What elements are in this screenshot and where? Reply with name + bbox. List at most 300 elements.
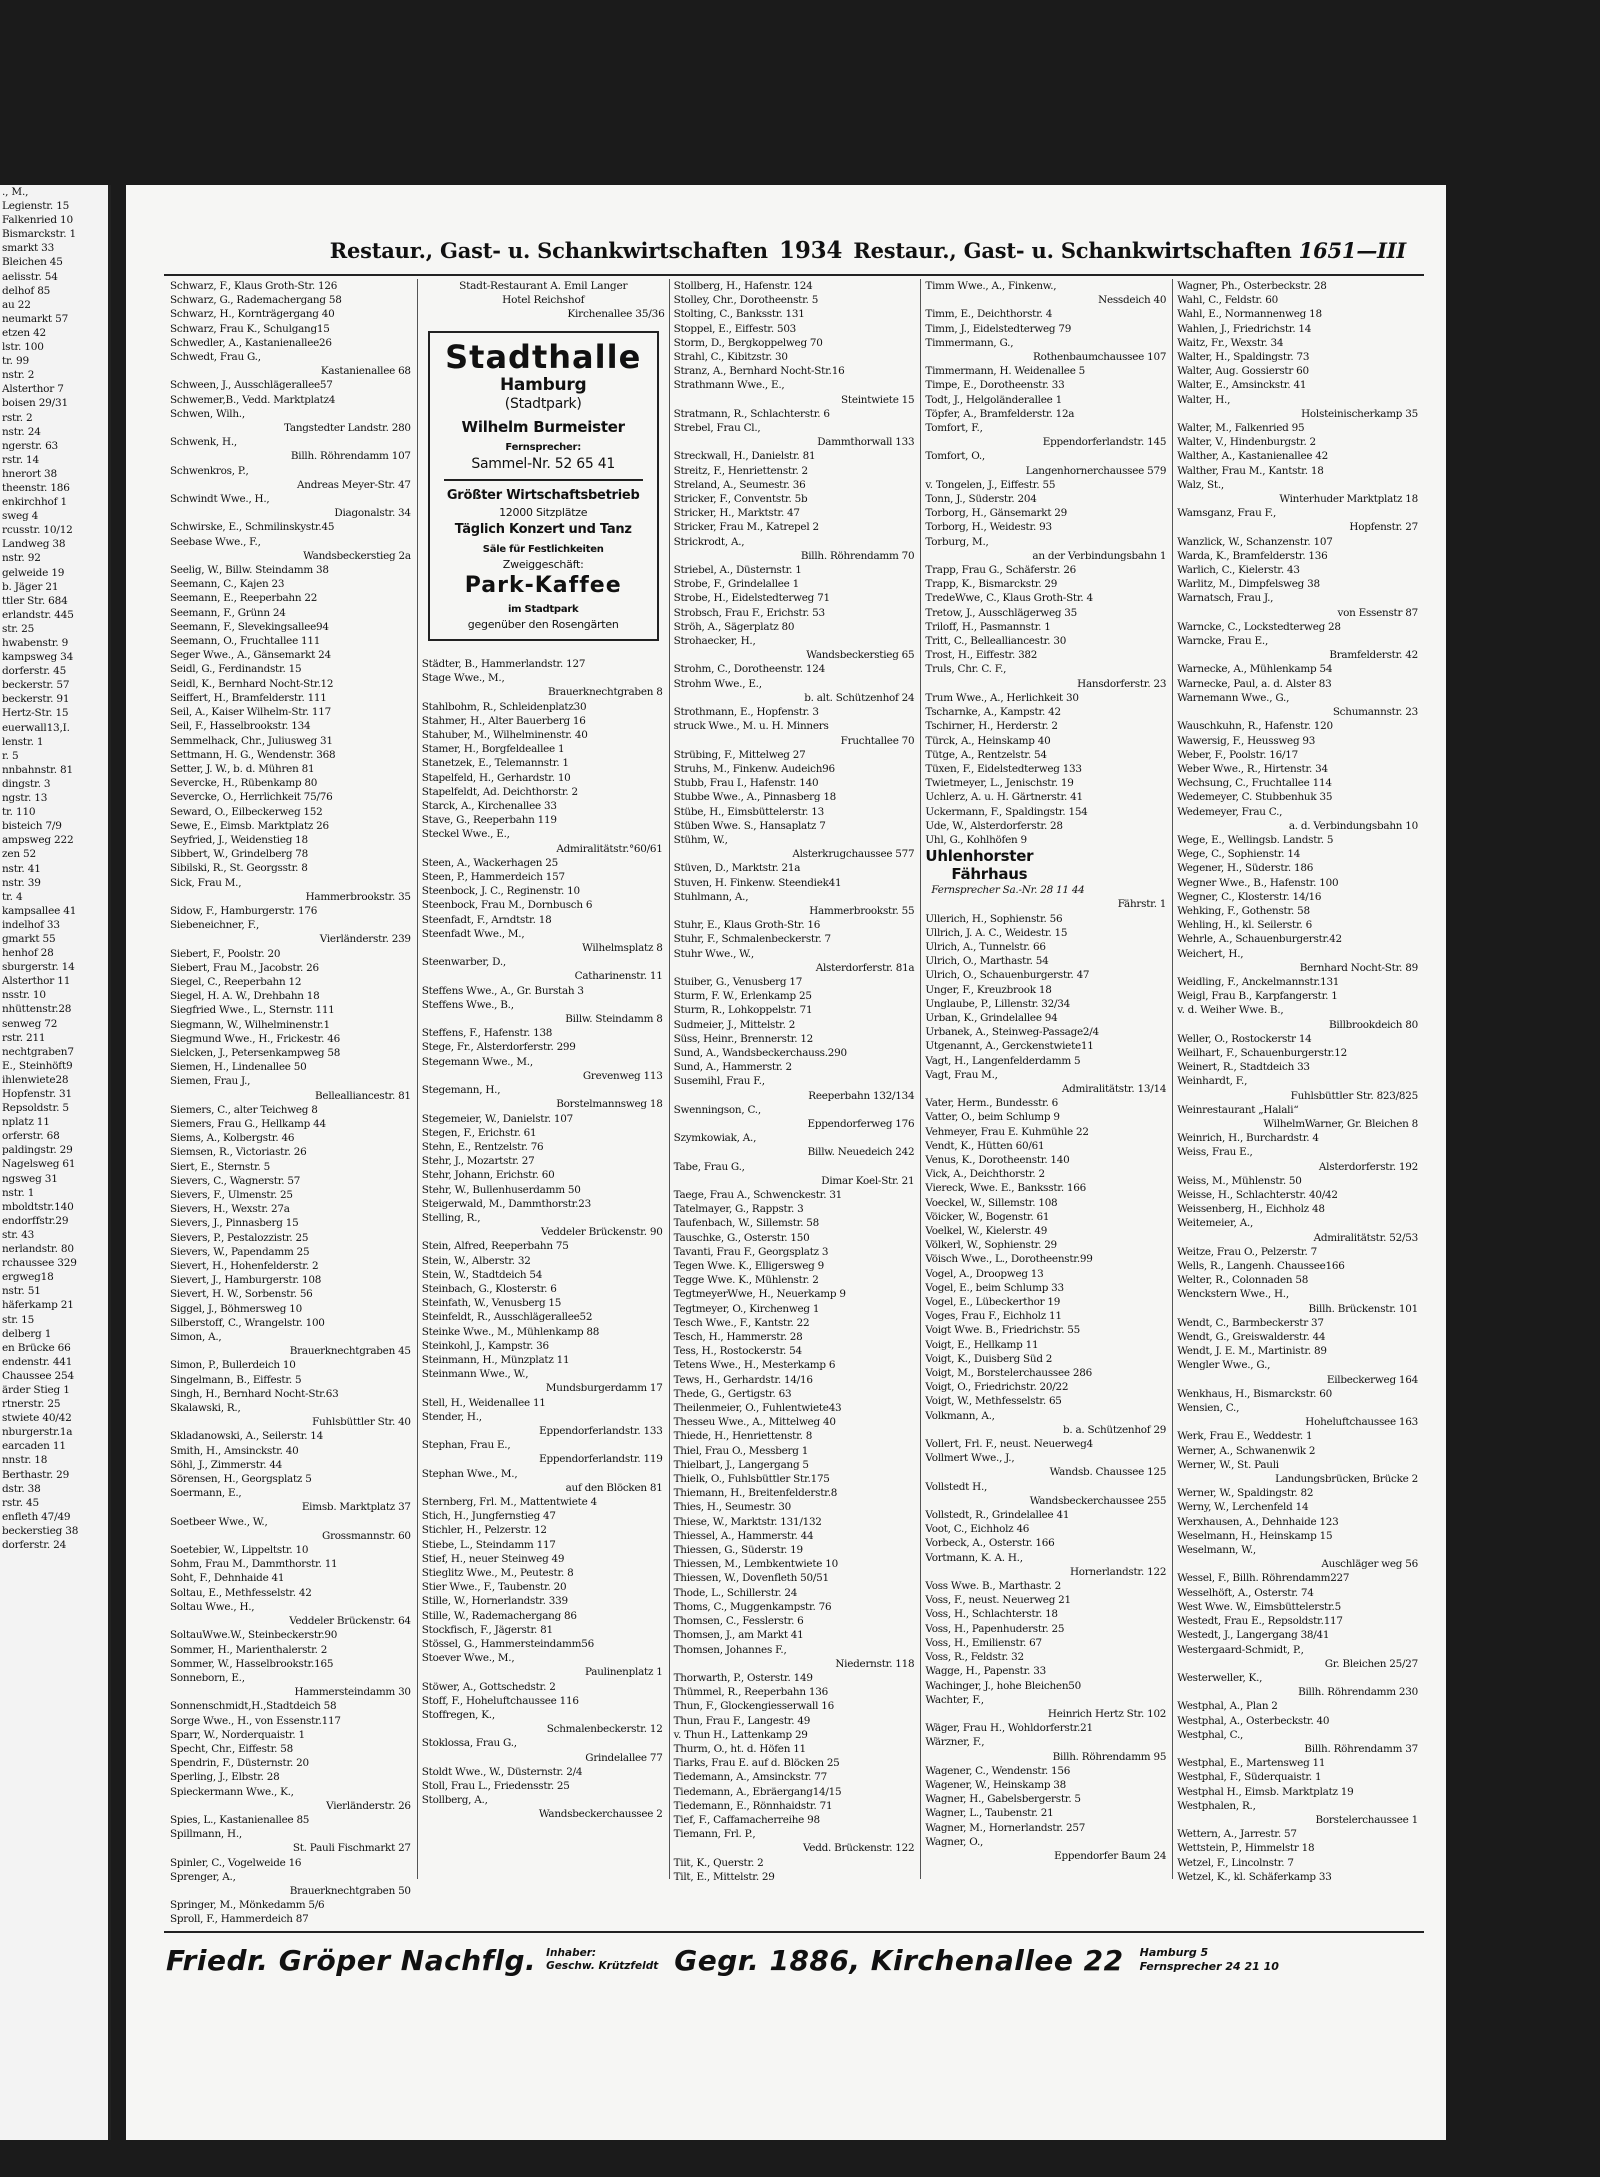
left-page-line: ihlenwiete28 <box>2 1073 69 1086</box>
directory-entry: Voigt, W., Methfesselstr. 65 <box>925 1395 1062 1408</box>
directory-entry: Wells, R., Langenh. Chaussee166 <box>1177 1260 1345 1273</box>
directory-entry: Seemann, F., Grünn 24 <box>170 606 286 619</box>
directory-entry: Stehr, Johann, Erichstr. 60 <box>421 1169 555 1182</box>
left-page-line: nstr. 51 <box>2 1285 41 1298</box>
directory-entry: Stuhr, E., Klaus Groth-Str. 16 <box>673 919 821 932</box>
left-page-line: Nagelsweg 61 <box>2 1158 76 1171</box>
directory-entry: Tegtmeyer, O., Kirchenweg 1 <box>673 1302 820 1315</box>
directory-entry: Ullrich, J. A. C., Weidestr. 15 <box>925 926 1068 939</box>
directory-entry: Weisse, H., Schlachterstr. 40/42 <box>1177 1189 1338 1201</box>
directory-entry: Heinrich Hertz Str. 102 <box>1047 1707 1167 1720</box>
directory-entry: Spieckermann Wwe., K., <box>170 1785 294 1798</box>
directory-entry: Schwarz, H., Kornträgergang 40 <box>170 308 335 321</box>
footer-rule <box>164 1931 1424 1933</box>
directory-entry: Vollstedt, R., Grindelallee 41 <box>925 1509 1070 1522</box>
directory-entry: Siebert, F., Poolstr. 20 <box>170 947 281 960</box>
left-page-line: nnbahnstr. 81 <box>2 763 73 776</box>
directory-entry: Theilenmeier, O., Fuhlentwiete43 <box>673 1402 842 1415</box>
directory-entry: Walter, Aug. Gossierstr 60 <box>1177 365 1309 378</box>
directory-entry: Steffens, F., Hafenstr. 138 <box>421 1027 553 1040</box>
directory-entry: Wagner, H., Gabelsbergerstr. 5 <box>925 1793 1081 1806</box>
left-page-line: nstr. 39 <box>2 876 41 889</box>
directory-entry: Specht, Chr., Eiffestr. 58 <box>170 1742 293 1755</box>
left-page-line: senweg 72 <box>2 1017 58 1030</box>
directory-entry: Thede, G., Gertigstr. 63 <box>673 1387 792 1400</box>
directory-entry: Vatter, O., beim Schlump 9 <box>925 1111 1060 1124</box>
directory-entry: Fährstr. 1 <box>1117 898 1167 911</box>
directory-entry: Hammerbrookstr. 55 <box>809 904 915 917</box>
directory-entry: Vedd. Brückenstr. 122 <box>803 1842 915 1855</box>
left-page-line: nplatz 11 <box>2 1116 50 1129</box>
directory-entry: Wenkhaus, H., Bismarckstr. 60 <box>1177 1387 1332 1400</box>
directory-entry: Strathmann Wwe., E., <box>673 379 785 392</box>
directory-entry: Sohm, Frau M., Dammthorstr. 11 <box>170 1558 338 1571</box>
directory-entry: Soermann, E., <box>170 1487 242 1500</box>
directory-entry: Ude, W., Alsterdorferstr. 28 <box>925 819 1063 832</box>
directory-entry: Fruchtallee 70 <box>840 734 915 747</box>
directory-entry: Voigt, K., Duisberg Süd 2 <box>925 1352 1053 1365</box>
directory-entry: v. Tongelen, J., Eiffestr. 55 <box>925 478 1056 491</box>
directory-entry: Billh. Röhrendamm 37 <box>1304 1742 1418 1755</box>
directory-entry: Seger Wwe., A., Gänsemarkt 24 <box>170 649 331 662</box>
directory-entry: Ulrich, O., Schauenburgerstr. 47 <box>925 969 1090 982</box>
directory-entry: Stegen, F., Erichstr. 61 <box>421 1126 537 1139</box>
directory-entry: Wettstein, P., Himmelstr 18 <box>1177 1842 1315 1855</box>
left-page-line: ngstr. 13 <box>2 792 48 805</box>
directory-entry: Thiessen, M., Lembkentwiete 10 <box>673 1558 838 1571</box>
directory-entry: Wilhelmsplatz 8 <box>582 942 663 955</box>
left-page-line: nstr. 24 <box>2 425 41 438</box>
directory-entry: Voot, C., Eichholz 46 <box>925 1523 1030 1536</box>
directory-entry: auf den Blöcken 81 <box>565 1481 663 1494</box>
directory-entry: Siegmund Wwe., H., Frickestr. 46 <box>170 1032 340 1045</box>
directory-entry: Strobe, F., Grindelallee 1 <box>673 578 799 591</box>
left-page-line: boisen 29/31 <box>2 397 68 410</box>
directory-entry: Siemsen, R., Victoriastr. 26 <box>170 1146 307 1159</box>
directory-entry: Singelmann, B., Eiffestr. 5 <box>170 1373 302 1386</box>
directory-entry: Wegner Wwe., B., Hafenstr. 100 <box>1177 876 1339 889</box>
directory-entry: Stricker, H., Marktstr. 47 <box>673 507 800 520</box>
directory-entry: Thiel, Frau O., Messberg 1 <box>673 1444 809 1457</box>
directory-entry: an der Verbindungsbahn 1 <box>1032 549 1167 562</box>
directory-entry: Thiessen, G., Süderstr. 19 <box>673 1544 803 1557</box>
page-header <box>126 237 1406 264</box>
directory-entry: Billh. Röhrendamm 70 <box>800 549 915 562</box>
left-page-line: erlandstr. 445 <box>2 608 74 621</box>
footer-company: Friedr. Gröper Nachflg. <box>166 1943 537 1977</box>
directory-entry: Weissenberg, H., Eichholz 48 <box>1177 1203 1325 1216</box>
directory-entry: Tomfort, O., <box>925 450 985 463</box>
directory-entry: Tetens Wwe., H., Mesterkamp 6 <box>673 1359 836 1372</box>
directory-entry: Vollert, Frl. F., neust. Neuerweg4 <box>925 1438 1093 1451</box>
directory-entry: Walter, H., Spaldingstr. 73 <box>1177 351 1310 364</box>
directory-entry: Stiebe, L., Steindamm 117 <box>421 1538 556 1551</box>
directory-entry: Voss, H., Papenhuderstr. 25 <box>925 1622 1065 1635</box>
directory-entry: Hoheluftchaussee 163 <box>1305 1416 1418 1429</box>
directory-entry: Fernsprecher Sa.-Nr. 28 11 44 <box>931 884 1085 897</box>
directory-entry: TredeWwe, C., Klaus Groth-Str. 4 <box>925 592 1093 605</box>
directory-entry: Wahl, E., Normannenweg 18 <box>1177 308 1322 321</box>
directory-entry: Stamer, H., Borgfeldeallee 1 <box>421 743 565 756</box>
left-page-line: rstr. 14 <box>2 453 39 466</box>
directory-entry: Eppendorferlandstr. 119 <box>539 1453 663 1466</box>
directory-entry: Vierländerstr. 26 <box>326 1799 411 1812</box>
directory-entry: Streitz, F., Henriettenstr. 2 <box>673 464 808 477</box>
left-page-line: Alsterthor 7 <box>2 383 64 396</box>
directory-entry: Eilbeckerweg 164 <box>1326 1373 1418 1386</box>
directory-entry: Vogel, E., beim Schlump 33 <box>925 1281 1064 1294</box>
directory-entry: Sparr, W., Norderquaistr. 1 <box>170 1728 305 1741</box>
directory-entry: Billw. Neuedeich 242 <box>807 1146 915 1159</box>
left-page-line: henhof 28 <box>2 947 54 960</box>
directory-entry: Stich, H., Jungfernstieg 47 <box>421 1510 556 1523</box>
directory-entry: Strohm, C., Dorotheenstr. 124 <box>673 663 825 676</box>
directory-entry: Schwenkros, P., <box>170 464 249 477</box>
left-page-line: str. 43 <box>2 1228 35 1241</box>
directory-entry: Voss, H., Emilienstr. 67 <box>925 1636 1042 1649</box>
ad-city: Hamburg <box>499 375 587 395</box>
directory-entry: Weber, F., Poolstr. 16/17 <box>1177 748 1298 761</box>
directory-entry: Seiffert, H., Bramfelderstr. 111 <box>170 691 327 704</box>
directory-entry: Wandsbeckerchaussee 255 <box>1029 1494 1167 1507</box>
directory-entry: Vehmeyer, Frau E. Kuhmühle 22 <box>925 1125 1089 1138</box>
left-page-line: beckerstieg 38 <box>2 1524 79 1537</box>
left-page-line: nhüttenstr.28 <box>2 1003 72 1016</box>
header-page-number: 1651—III <box>1298 238 1406 263</box>
directory-entry: Weber Wwe., R., Hirtenstr. 34 <box>1177 762 1328 775</box>
directory-entry: Stubb, Frau I., Hafenstr. 140 <box>673 777 819 790</box>
directory-entry: Wettern, A., Jarrestr. 57 <box>1177 1828 1297 1841</box>
directory-entry: Thoms, C., Muggenkampstr. 76 <box>673 1600 832 1613</box>
directory-entry: Siemers, C., alter Teichweg 8 <box>170 1103 318 1116</box>
directory-entry: Tüxen, F., Eidelstedterweg 133 <box>925 762 1082 775</box>
directory-entry: Alsterdorferstr. 81a <box>815 961 915 974</box>
directory-entry: Weilhart, F., Schauenburgerstr.12 <box>1177 1046 1347 1059</box>
directory-entry: Siebeneichner, F., <box>170 919 260 932</box>
left-page-line: lstr. 100 <box>2 341 44 354</box>
directory-entry: Wandsbeckerchaussee 2 <box>538 1808 663 1821</box>
directory-entry: Stuhr Wwe., W., <box>673 947 754 960</box>
directory-entry: Skladanowski, A., Seilerstr. 14 <box>170 1430 324 1443</box>
left-page-line: rtnerstr. 25 <box>2 1398 61 1411</box>
directory-entry: Urban, K., Grindelallee 94 <box>925 1011 1058 1024</box>
directory-entry: Spendrin, F., Düsternstr. 20 <box>170 1757 309 1770</box>
directory-entry: Stössel, G., Hammersteindamm56 <box>421 1638 594 1651</box>
directory-entry: Setter, J. W., b. d. Mühren 81 <box>170 762 315 775</box>
directory-entry: Thun, F., Glockengiesserwall 16 <box>673 1700 834 1713</box>
directory-entry: Sievert, H., Hohenfelderstr. 2 <box>170 1260 319 1273</box>
directory-entry: Warlitz, M., Dimpfelsweg 38 <box>1177 578 1320 591</box>
column-2 <box>417 279 669 1879</box>
column-2-entries <box>422 657 665 1822</box>
directory-entry: Wehrle, A., Schauenburgerstr.42 <box>1177 933 1342 946</box>
directory-entry: Sommer, W., Hasselbrookstr.165 <box>170 1657 334 1670</box>
directory-entry: Truls, Chr. C. F., <box>925 663 1007 676</box>
ad-concert: Täglich Konzert und Tanz <box>454 522 632 537</box>
directory-entry: Walter, M., Falkenried 95 <box>1177 422 1305 435</box>
left-page-line: Hertz-Str. 15 <box>2 707 69 720</box>
left-page-line: hwabenstr. 9 <box>2 637 69 649</box>
directory-entry: Tiedemann, A., Amsinckstr. 77 <box>673 1771 827 1784</box>
directory-entry: Waitz, Fr., Wexstr. 34 <box>1177 336 1284 349</box>
directory-entry: Vogel, A., Droopweg 13 <box>925 1267 1044 1280</box>
directory-entry: Stell, H., Weidenallee 11 <box>421 1396 546 1409</box>
directory-entry: Trost, H., Eiffestr. 382 <box>925 649 1038 662</box>
directory-entry: Weinrich, H., Burchardstr. 4 <box>1177 1132 1319 1145</box>
directory-entry: Strobsch, Frau F., Erichstr. 53 <box>673 606 825 619</box>
directory-entry: Sprenger, A., <box>170 1870 236 1883</box>
directory-entry: Sievert, H. W., Sorbenstr. 56 <box>170 1288 313 1301</box>
directory-entry: Hammersteindamm 30 <box>294 1686 411 1699</box>
left-page-line: earcaden 11 <box>2 1440 66 1453</box>
directory-entry: Simon, P., Bullerdeich 10 <box>170 1359 296 1372</box>
directory-entry: Schwarz, G., Rademachergang 58 <box>170 294 342 307</box>
directory-entry: Werner, W., St. Pauli <box>1177 1458 1279 1471</box>
directory-entry: Billh. Röhrendamm 95 <box>1052 1750 1167 1763</box>
directory-entry: Stelling, R., <box>421 1211 481 1224</box>
directory-entry: Sievert, J., Hamburgerstr. 108 <box>170 1274 322 1287</box>
directory-entry: Uckermann, F., Spaldingstr. 154 <box>925 805 1088 818</box>
directory-entry: Stapelfeld, H., Gerhardstr. 10 <box>421 771 571 784</box>
header-title-left: Restaur., Gast- u. Schankwirtschaften <box>329 238 768 263</box>
directory-entry: Voss, R., Feldstr. 32 <box>925 1651 1024 1664</box>
left-page-line: endenstr. 441 <box>2 1355 73 1368</box>
directory-entry: Tauschke, G., Osterstr. 150 <box>673 1231 810 1244</box>
directory-entry: Tesch Wwe., F., Kantstr. 22 <box>673 1316 810 1329</box>
directory-entry: Weselmann, H., Heinskamp 15 <box>1177 1529 1333 1542</box>
left-page-line: tr. 4 <box>2 890 23 903</box>
directory-entry: Walter, E., Amsinckstr. 41 <box>1177 379 1307 392</box>
directory-entry: Vagt, H., Langenfelderdamm 5 <box>925 1054 1081 1067</box>
directory-entry: Tabe, Frau G., <box>673 1160 745 1173</box>
ad-text-line: Kirchenallee 35/36 <box>567 308 665 320</box>
footer-advert <box>166 1937 1424 1983</box>
ad-branch: Zweiggeschäft: <box>502 558 584 571</box>
directory-entry: Borstelerchaussee 1 <box>1315 1813 1418 1826</box>
directory-entry: Steffens Wwe., A., Gr. Burstah 3 <box>421 984 584 997</box>
directory-entry: Eppendorferlandstr. 145 <box>1042 436 1167 449</box>
directory-entry: struck Wwe., M. u. H. Minners <box>673 720 829 733</box>
directory-entry: Seidl, K., Bernhard Nocht-Str.12 <box>170 677 334 690</box>
ad-phone: Sammel-Nr. 52 65 41 <box>471 456 616 472</box>
directory-entry: Westedt, J., Langergang 38/41 <box>1177 1629 1330 1642</box>
directory-entry: Stegemeier, W., Danielstr. 107 <box>421 1112 573 1125</box>
directory-entry: Steinke Wwe., M., Mühlenkamp 88 <box>421 1325 600 1338</box>
directory-entry: Wauschkuhn, R., Hafenstr. 120 <box>1177 720 1333 733</box>
directory-entry: Niedernstr. 118 <box>835 1657 915 1670</box>
directory-entry: Westphalen, R., <box>1177 1799 1256 1812</box>
entry-heading: Fährhaus <box>951 865 1028 884</box>
left-page-line: tr. 99 <box>2 355 29 368</box>
directory-entry: Stender, H., <box>421 1410 482 1423</box>
directory-entry: Thielk, O., Fuhlsbüttler Str.175 <box>673 1473 830 1486</box>
left-page-line: nstr. 1 <box>2 1186 35 1199</box>
directory-entry: Siert, E., Sternstr. 5 <box>170 1160 270 1173</box>
directory-entry: Sommer, H., Marienthalerstr. 2 <box>170 1643 328 1656</box>
directory-entry: Billw. Steindamm 8 <box>565 1013 663 1026</box>
directory-entry: Seebase Wwe., F., <box>170 535 261 548</box>
left-page-line: E., Steinhöft9 <box>2 1059 73 1072</box>
footer-owner: Geschw. Krützfeldt <box>546 1960 659 1972</box>
directory-entry: Töpfer, A., Bramfelderstr. 12a <box>925 407 1075 420</box>
directory-entry: Stieglitz Wwe., M., Peutestr. 8 <box>421 1567 574 1579</box>
left-page-line: nstr. 92 <box>2 552 41 565</box>
footer-owner-label: Inhaber: <box>546 1947 597 1959</box>
ad-text-line: Stadt-Restaurant A. Emil Langer <box>459 280 628 292</box>
directory-entry: Städter, B., Hammerlandstr. 127 <box>421 658 586 670</box>
directory-entry: Welter, R., Colonnaden 58 <box>1177 1274 1309 1287</box>
directory-entry: Stolley, Chr., Dorotheenstr. 5 <box>673 294 819 307</box>
directory-entry: Grossmannstr. 60 <box>322 1529 411 1542</box>
directory-entry: Wagner, M., Hornerlandstr. 257 <box>925 1821 1086 1834</box>
directory-entry: Tomfort, F., <box>925 422 983 435</box>
directory-entry: Warnatsch, Frau J., <box>1177 592 1274 605</box>
directory-entry: Striebel, A., Düsternstr. 1 <box>673 564 802 577</box>
directory-entry: Westphal H., Eimsb. Marktplatz 19 <box>1177 1785 1354 1798</box>
directory-entry: Strothmann, E., Hopfenstr. 3 <box>673 706 819 719</box>
directory-entry: Utgenannt, A., Gerckenstwiete11 <box>925 1040 1094 1053</box>
directory-entry: Warda, K., Bramfelderstr. 136 <box>1177 549 1328 562</box>
directory-entry: Storm, D., Bergkoppelweg 70 <box>673 336 823 349</box>
directory-entry: Thurm, O., ht. d. Höfen 11 <box>673 1742 806 1755</box>
directory-entry: Seemann, O., Fruchtallee 111 <box>170 635 321 648</box>
directory-entry: Stephan, Frau E., <box>421 1439 511 1452</box>
left-page-line: rstr. 2 <box>2 411 33 424</box>
directory-entry: Thomsen, C., Fesslerstr. 6 <box>673 1615 804 1628</box>
directory-entry: Unglaube, P., Lillenstr. 32/34 <box>925 997 1070 1010</box>
directory-entry: Steen, A., Wackerhagen 25 <box>421 856 558 869</box>
directory-entry: Timm, J., Eidelstedterweg 79 <box>925 322 1072 335</box>
left-page-line: dorferstr. 45 <box>2 665 67 678</box>
directory-entry: Taufenbach, W., Sillemstr. 58 <box>673 1217 820 1230</box>
column-4 <box>920 279 1172 1879</box>
footer-founded-address: Gegr. 1886, Kirchenallee 22 <box>674 1943 1124 1977</box>
left-page-line: zen 52 <box>2 848 37 861</box>
directory-entry: Strickrodt, A., <box>673 535 745 548</box>
directory-entry: Vollstedt H., <box>925 1480 988 1493</box>
directory-entry: Sonneborn, E., <box>170 1671 245 1684</box>
left-page-line: enfleth 47/49 <box>2 1510 71 1523</box>
directory-entry: a. d. Verbindungsbahn 10 <box>1288 819 1418 832</box>
directory-entry: Werner, A., Schwanenwik 2 <box>1177 1444 1316 1457</box>
directory-entry: b. alt. Schützenhof 24 <box>804 691 915 704</box>
directory-entry: Stichler, H., Pelzerstr. 12 <box>421 1524 547 1537</box>
left-page-line: ngsweg 31 <box>2 1172 58 1185</box>
directory-entry: Seil, A., Kaiser Wilhelm-Str. 117 <box>170 706 331 719</box>
directory-entry: Timmermann, H. Weidenallee 5 <box>925 365 1086 378</box>
directory-entry: Voigt, M., Borstelerchaussee 286 <box>925 1367 1092 1380</box>
directory-entry: Vagt, Frau M., <box>925 1068 998 1081</box>
directory-entry: Thiessel, A., Hammerstr. 44 <box>673 1529 814 1542</box>
directory-entry: Sielcken, J., Petersenkampweg 58 <box>170 1046 341 1059</box>
directory-entry: Steffens Wwe., B., <box>421 998 514 1011</box>
left-page-line: Legienstr. 15 <box>2 200 70 213</box>
directory-entry: Thielbart, J., Langergang 5 <box>673 1458 809 1471</box>
directory-entry: Söhl, J., Zimmerstr. 44 <box>170 1458 283 1471</box>
directory-entry: Westerweller, K., <box>1177 1671 1263 1684</box>
directory-entry: Wegner, C., Klosterstr. 14/16 <box>1177 890 1322 903</box>
directory-entry: Sproll, F., Hammerdeich 87 <box>170 1913 309 1926</box>
left-page-line: theenstr. 186 <box>2 481 70 494</box>
left-page-line: dstr. 38 <box>2 1482 41 1495</box>
directory-entry: Vortmann, K. A. H., <box>925 1551 1023 1564</box>
directory-entry: Seemann, C., Kajen 23 <box>170 578 285 591</box>
directory-entry: Andreas Meyer-Str. 47 <box>297 478 411 491</box>
directory-entry: Stockfisch, F., Jägerstr. 81 <box>421 1623 553 1636</box>
directory-entry: Strohaecker, H., <box>673 635 756 648</box>
directory-entry: Wärzner, F., <box>925 1736 985 1749</box>
directory-entry: Werk, Frau E., Weddestr. 1 <box>1177 1430 1313 1443</box>
directory-entry: Brauerknechtgraben 8 <box>547 686 663 699</box>
left-page-line: etzen 42 <box>2 326 47 339</box>
directory-entry: Stehn, E., Rentzelstr. 76 <box>421 1140 544 1153</box>
directory-entry: Werner, W., Spaldingstr. 82 <box>1177 1487 1314 1500</box>
directory-entry: Wagner, O., <box>925 1835 984 1848</box>
left-page-line: Repsoldstr. 5 <box>2 1102 69 1115</box>
directory-entry: Nessdeich 40 <box>1098 294 1167 307</box>
directory-entry: Voss, H., Schlachterstr. 18 <box>925 1608 1058 1621</box>
directory-entry: Voelkel, W., Kielerstr. 49 <box>925 1225 1048 1237</box>
left-page-line: Chaussee 254 <box>2 1369 75 1382</box>
directory-entry: Wetzel, F., Lincolnstr. 7 <box>1177 1856 1294 1869</box>
left-page-line: delberg 1 <box>2 1327 52 1340</box>
directory-entry: Walter, V., Hindenburgstr. 2 <box>1177 436 1316 449</box>
directory-entry: Wedemeyer, Frau C., <box>1177 805 1283 818</box>
ad-cafe-location: gegenüber den Rosengärten <box>467 618 619 631</box>
directory-entry: Ulrich, A., Tunnelstr. 66 <box>925 940 1046 953</box>
directory-entry: Sternberg, Frl. M., Mattentwiete 4 <box>421 1495 597 1508</box>
directory-entry: Seyfried, J., Weidenstieg 18 <box>170 833 308 846</box>
directory-entry: Stranz, A., Bernhard Nocht-Str.16 <box>673 365 845 378</box>
directory-entry: Paulinenplatz 1 <box>585 1666 663 1679</box>
directory-entry: Szymkowiak, A., <box>673 1132 757 1145</box>
directory-entry: Seemann, E., Reeperbahn 22 <box>170 592 318 605</box>
directory-entry: Süss, Heinr., Brennerstr. 12 <box>673 1032 814 1045</box>
directory-entry: Voss, F., neust. Neuerweg 21 <box>925 1594 1071 1607</box>
left-page-line: kampsallee 41 <box>2 904 77 917</box>
directory-entry: Ulrich, O., Marthastr. 54 <box>925 955 1049 968</box>
directory-entry: Tiit, K., Querstr. 2 <box>673 1856 764 1869</box>
directory-entry: Ullerich, H., Sophienstr. 56 <box>925 912 1063 925</box>
left-page-line: lenstr. 1 <box>2 735 44 748</box>
directory-entry: Winterhuder Marktplatz 18 <box>1279 493 1418 506</box>
directory-entry: Torburg, M., <box>925 535 989 548</box>
directory-entry: Wedemeyer, C. Stubbenhuk 35 <box>1177 791 1333 804</box>
directory-entry: Hopfenstr. 27 <box>1349 521 1418 534</box>
directory-entry: Stahlbohm, R., Schleidenplatz30 <box>421 700 587 713</box>
directory-entry: Schwarz, Frau K., Schulgang15 <box>170 322 330 335</box>
directory-entry: Tiemann, Frl. P., <box>673 1828 756 1841</box>
directory-entry: Siemen, Frau J., <box>170 1075 251 1088</box>
directory-entry: Weinrestaurant „Halali“ <box>1177 1103 1299 1116</box>
directory-entry: Wege, C., Sophienstr. 14 <box>1177 848 1301 861</box>
left-page-line: dorferstr. 24 <box>2 1539 67 1551</box>
left-page-line: r. 5 <box>2 749 19 762</box>
directory-entry: Vöicker, W., Bogenstr. 61 <box>925 1210 1050 1223</box>
directory-entry: Severcke, O., Herrlichkeit 75/76 <box>170 791 333 804</box>
directory-entry: Stoldt Wwe., W., Düsternstr. 2/4 <box>421 1765 583 1778</box>
directory-entry: Thorwarth, P., Osterstr. 149 <box>673 1671 813 1684</box>
directory-entry: Westphal, E., Martensweg 11 <box>1177 1757 1326 1770</box>
directory-entry: Fuhlsbüttler Str. 823/825 <box>1290 1089 1418 1102</box>
directory-entry: Werny, W., Lerchenfeld 14 <box>1177 1501 1309 1514</box>
ad-seats: 12000 Sitzplätze <box>499 506 588 519</box>
entry-heading: Uhlenhorster <box>925 847 1034 866</box>
directory-entry: Steinfeldt, R., Ausschlägerallee52 <box>421 1311 593 1324</box>
directory-entry: Weidling, F., Anckelmannstr.131 <box>1177 975 1340 988</box>
left-page-line: Landweg 38 <box>2 538 66 551</box>
directory-entry: Torborg, H., Weidestr. 93 <box>925 521 1052 534</box>
